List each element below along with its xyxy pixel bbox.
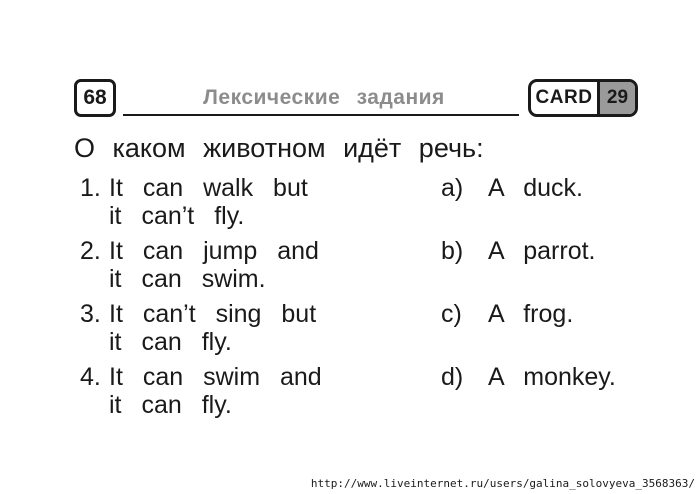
- answer-text: A frog.: [488, 300, 574, 328]
- item-line: it can swim.: [109, 265, 266, 293]
- item-number: 2.: [80, 237, 101, 265]
- item-line: it can fly.: [109, 391, 232, 419]
- answer-letter: b): [441, 237, 464, 265]
- answer-text: A monkey.: [488, 363, 616, 391]
- question-text: О каком животном идёт речь:: [74, 133, 484, 163]
- item-number: 3.: [80, 300, 101, 328]
- header-divider: [123, 114, 519, 116]
- item-line: It can’t sing but: [109, 300, 317, 328]
- card-label: CARD: [535, 87, 593, 108]
- item-line: It can walk but: [109, 174, 308, 202]
- item-number: 1.: [80, 174, 101, 202]
- card-number: 29: [597, 82, 635, 114]
- section-title: Лексические задания: [203, 86, 445, 109]
- item-line: it can fly.: [109, 328, 232, 356]
- card-badge: [528, 79, 638, 117]
- page-number-box: [74, 79, 116, 117]
- source-url: http://www.liveinternet.ru/users/galina_solovyeva_3568363/: [310, 477, 695, 490]
- item-line: it can’t fly.: [109, 202, 245, 230]
- answer-letter: a): [441, 174, 464, 202]
- item-line: It can swim and: [109, 363, 322, 391]
- answer-text: A parrot.: [488, 237, 596, 265]
- page-number: 68: [83, 86, 107, 109]
- answer-letter: c): [441, 300, 462, 328]
- answer-text: A duck.: [488, 174, 583, 202]
- item-number: 4.: [80, 363, 101, 391]
- item-line: It can jump and: [109, 237, 319, 265]
- answer-letter: d): [441, 363, 464, 391]
